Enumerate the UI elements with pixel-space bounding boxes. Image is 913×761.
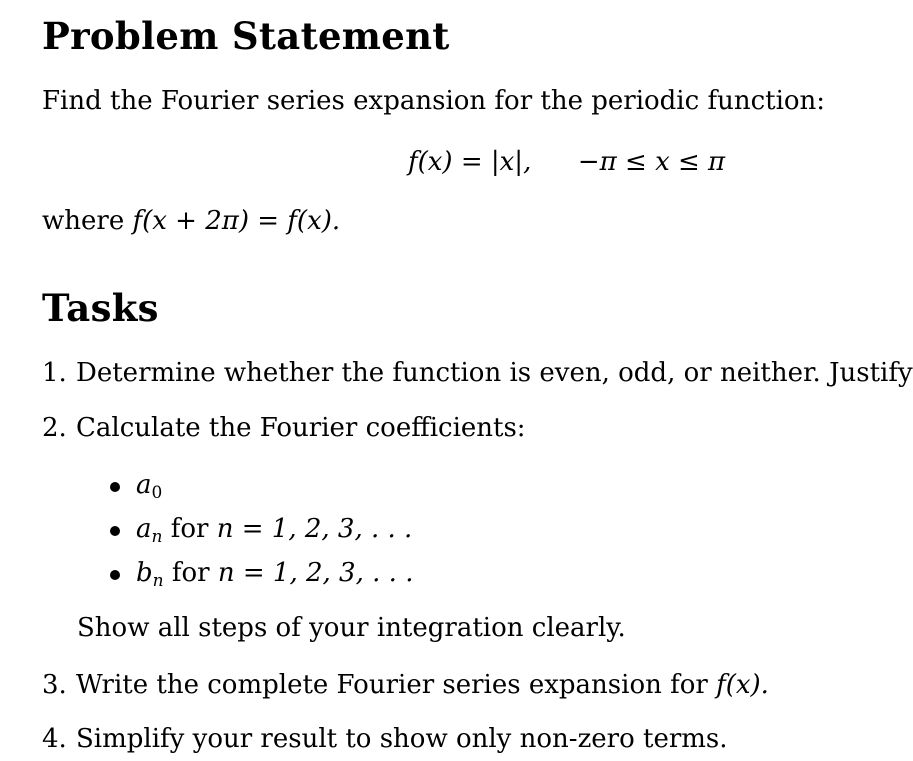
task-item-2 — [42, 413, 526, 443]
coefficient-range: n = 1, 2, 3, . . . — [217, 558, 414, 588]
coefficient-bn — [136, 558, 414, 591]
coefficient-symbol: b — [136, 558, 153, 588]
coefficient-subscript: n — [152, 571, 164, 591]
heading-tasks: Tasks — [42, 286, 159, 330]
coefficient-range: n = 1, 2, 3, . . . — [216, 514, 413, 544]
coefficient-for-label: for — [171, 558, 210, 588]
task-text: Simplify your result to show only non-zero terms. — [76, 724, 728, 754]
task-text: Determine whether the function is even, odd, or neither. Justify — [76, 358, 913, 388]
task-number: 2. — [42, 413, 67, 443]
where-label: where — [42, 206, 125, 236]
coefficient-a0 — [136, 470, 163, 503]
heading-problem-statement: Problem Statement — [42, 14, 450, 58]
task-text: Calculate the Fourier coefficients: — [76, 413, 526, 443]
periodicity-statement — [42, 206, 340, 236]
task-number: 1. — [42, 358, 67, 388]
equation-domain: −π ≤ x ≤ π — [577, 147, 726, 177]
coefficient-subscript: 0 — [151, 483, 163, 503]
coefficient-symbol: a — [136, 470, 152, 500]
bullet-icon — [110, 570, 120, 580]
bullet-icon — [110, 526, 120, 536]
coefficient-subscript: n — [151, 527, 163, 547]
task-item-4 — [42, 724, 728, 754]
bullet-icon — [110, 482, 120, 492]
integration-note: Show all steps of your integration clearly. — [77, 613, 626, 643]
coefficient-for-label: for — [170, 514, 209, 544]
task-number: 3. — [42, 670, 67, 700]
equation-fx-abs: f(x) = |x|, — [408, 147, 532, 177]
problem-intro: Find the Fourier series expansion for the periodic function: — [42, 86, 826, 116]
task-number: 4. — [42, 724, 67, 754]
task-math: f(x). — [716, 670, 769, 700]
task-item-1 — [42, 358, 913, 388]
task-text: Write the complete Fourier series expansion for — [76, 670, 708, 700]
task-item-3 — [42, 670, 769, 700]
periodicity-equation: f(x + 2π) = f(x). — [132, 206, 341, 236]
coefficient-an — [136, 514, 413, 547]
display-equation — [408, 147, 725, 177]
coefficient-symbol: a — [136, 514, 152, 544]
